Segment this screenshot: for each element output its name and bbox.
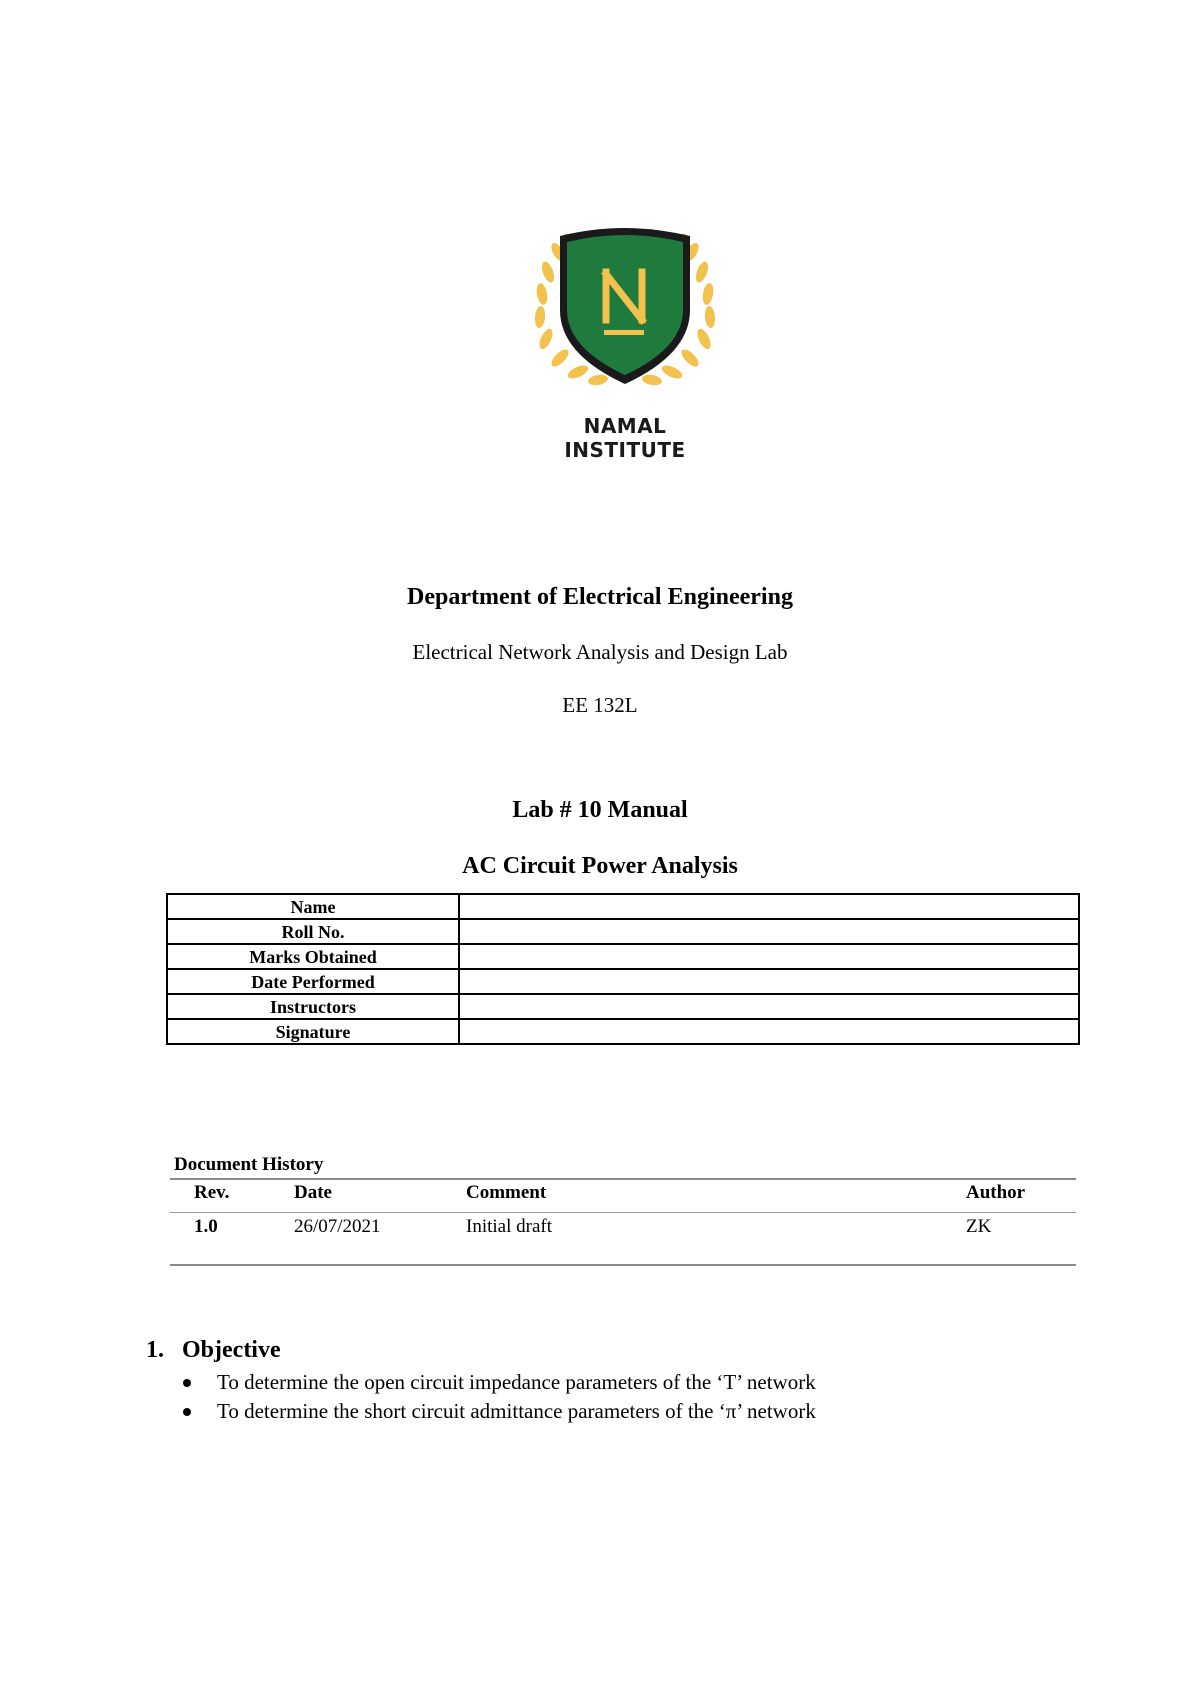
- lab-title: Lab # 10 Manual: [512, 797, 688, 823]
- course-code: EE 132L: [562, 693, 638, 717]
- info-row-name: [167, 894, 1079, 919]
- history-bottom-rule: [170, 1264, 1076, 1266]
- info-label: Signature: [167, 1019, 459, 1044]
- history-date-value: 26/07/2021: [294, 1216, 381, 1237]
- history-header-comment: Comment: [466, 1182, 547, 1203]
- history-author-value: ZK: [966, 1216, 992, 1237]
- lab-topic: AC Circuit Power Analysis: [462, 853, 738, 879]
- info-row-date: [167, 969, 1079, 994]
- student-info-table: [166, 893, 1080, 1045]
- history-header-rule: [170, 1212, 1076, 1213]
- bullet-icon: [183, 1379, 191, 1387]
- history-top-rule: [170, 1178, 1076, 1180]
- info-row-marks: [167, 944, 1079, 969]
- info-label: Name: [167, 894, 459, 919]
- document-history-title: Document History: [174, 1154, 324, 1175]
- info-row-signature: [167, 1019, 1079, 1044]
- namal-institute-logo: [520, 222, 730, 462]
- department-title: Department of Electrical Engineering: [407, 584, 793, 610]
- info-value[interactable]: [459, 1019, 1079, 1044]
- logo-wordmark: NAMAL INSTITUTE: [564, 414, 686, 462]
- history-comment-value: Initial draft: [466, 1216, 552, 1237]
- info-label: Marks Obtained: [167, 944, 459, 969]
- history-rev-value: 1.0: [194, 1216, 218, 1237]
- info-row-roll: [167, 919, 1079, 944]
- info-value[interactable]: [459, 919, 1079, 944]
- bullet-icon: [183, 1408, 191, 1416]
- info-value[interactable]: [459, 994, 1079, 1019]
- laurel-shield-icon: [520, 222, 730, 392]
- info-row-instructors: [167, 994, 1079, 1019]
- history-header-date: Date: [294, 1182, 332, 1203]
- objective-heading: [146, 1337, 281, 1364]
- info-value[interactable]: [459, 894, 1079, 919]
- info-value[interactable]: [459, 944, 1079, 969]
- info-label: Date Performed: [167, 969, 459, 994]
- info-label: Roll No.: [167, 919, 459, 944]
- history-header-rev: Rev.: [194, 1182, 230, 1203]
- info-label: Instructors: [167, 994, 459, 1019]
- history-header-author: Author: [966, 1182, 1026, 1203]
- section-title: Objective: [182, 1337, 281, 1363]
- section-number: 1.: [146, 1337, 164, 1363]
- info-value[interactable]: [459, 969, 1079, 994]
- objective-item-text: To determine the short circuit admittance parameters of the ‘π’ network: [217, 1399, 816, 1423]
- course-name: Electrical Network Analysis and Design Lab: [412, 640, 788, 664]
- objective-item-text: To determine the open circuit impedance parameters of the ‘T’ network: [217, 1370, 816, 1394]
